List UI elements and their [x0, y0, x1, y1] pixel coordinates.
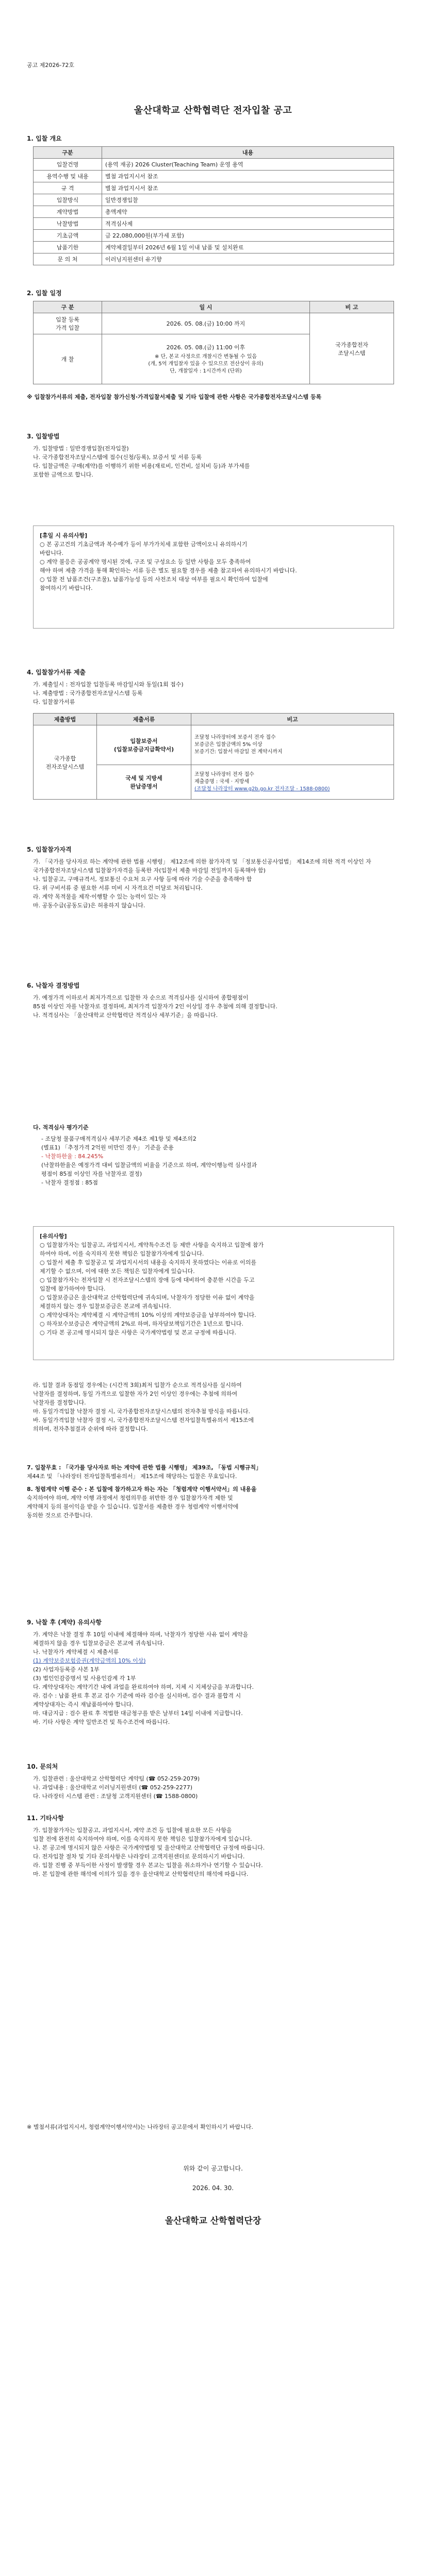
body-line: 다. 위 구비서류 중 필요한 서류 미비 시 자격요건 미달로 처리됩니다. — [33, 885, 203, 891]
row-label: 입찰방식 — [34, 194, 102, 206]
body-line: 다. 계약상대자는 계약기간 내에 과업을 완료하여야 하며, 지체 시 지체상금을 부과합니다. — [33, 1684, 254, 1690]
box-line: 해야 하며 제출 가격을 통해 확인하는 서류 등은 별도 필요할 경우를 제출 참고하여 유의하시기 바랍니다. — [40, 567, 297, 574]
lower-limit-rate: - 낙찰하한율 : 84.245% — [41, 1153, 104, 1160]
row-date-cell — [102, 334, 310, 384]
table-row — [34, 194, 394, 206]
body-line: 가. 입찰관련 : 울산대학교 산학협력단 계약팀 (☎ 052-259-2079) — [33, 1775, 200, 1782]
section-2-title: 2. 입찰 일정 — [27, 290, 62, 297]
table-row — [34, 230, 394, 242]
box-line: 바랍니다. — [40, 550, 64, 556]
body-line: (별표1) 「추정가격 2억원 미만인 경우」 기준을 준용 — [41, 1144, 174, 1151]
table-row — [34, 725, 394, 765]
body-line: 나. 과업내용 : 울산대학교 이러닝지원센터 (☎ 052-259-2277) — [33, 1784, 193, 1791]
body-line: 가. 「국가를 당사자로 하는 계약에 관한 법률 시행령」 제12조에 의한 참가자격 및 「정보통신공사업법」 제14조에 의한 적격 이상인 자 — [33, 858, 371, 865]
table-row — [34, 159, 394, 171]
overview-table — [33, 146, 394, 265]
row-note-cell — [191, 765, 394, 800]
body-line: 나. 적격심사는 「울산대학교 산학협력단 적격심사 세부기준」을 따릅니다. — [33, 1012, 218, 1019]
body-line: 낙찰자를 결정합니다. — [33, 1399, 86, 1406]
row-label: 계약방법 — [34, 206, 102, 218]
row-value: 계약체결일부터 2026년 6월 1일 이내 납품 및 설치완료 — [102, 242, 394, 253]
table-row — [34, 242, 394, 253]
schedule-head-note: 비 고 — [310, 301, 394, 313]
section-4-title: 4. 입찰참가서류 제출 — [27, 669, 86, 676]
section-6-body — [33, 993, 389, 1020]
body-line: 8. 청렴계약 이행 준수 : 본 입찰에 참가하고자 하는 자는 「청렴계약 이행서약서」의 내용을 — [27, 1486, 257, 1493]
docs-head-docs: 제출서류 — [97, 714, 191, 725]
box-line: ○ 계약상대자는 계약체결 시 계약금액의 10% 이상의 계약보증금을 납부하여야 합니다. — [40, 1312, 256, 1318]
row-value: (용역 재공) 2026 Cluster(Teaching Team) 운영 용역 — [102, 159, 394, 171]
schedule-head-type: 구 분 — [34, 301, 102, 313]
body-line: 나. 낙찰자가 계약체결 시 제출서류 — [33, 1649, 119, 1655]
docs-head-method: 제출방법 — [34, 714, 97, 725]
row-value: 이러닝지원센터 유기향 — [102, 253, 394, 265]
table-row — [34, 313, 394, 334]
body-line: 다. 입찰참가서류 — [33, 699, 75, 705]
box-line: ○ 입찰 전 납품조건(구조물), 납품가능성 등의 사전조치 대상 여부를 필요시 확인하여 입찰에 — [40, 576, 268, 583]
box-line: 참여하시기 바랍니다. — [40, 585, 93, 591]
row-label: 용역수행 및 내용 — [34, 171, 102, 182]
body-line: 마. 대금지급 : 검수 완료 후 적법한 대금청구를 받은 날부터 14일 이내에 지급합니다. — [33, 1710, 243, 1717]
box-line: ○ 입찰서 제출 후 입찰공고 및 과업지시서의 내용을 숙지하지 못하였다는 이유로 이의를 — [40, 1259, 256, 1266]
row-value: 별첨 과업지시서 참조 — [102, 171, 394, 182]
criteria-title: 다. 적격심사 평가기준 — [33, 1124, 89, 1131]
closing-date: 2026. 04. 30. — [192, 2184, 234, 2192]
table-row — [34, 218, 394, 230]
row-value: 일반경쟁입찰 — [102, 194, 394, 206]
body-line: 마. 공동수급(공동도급)은 허용하지 않습니다. — [33, 902, 145, 909]
body-line: 평점이 85점 이상인 자를 낙찰자로 결정) — [41, 1171, 142, 1177]
section-1-title: 1. 입찰 개요 — [27, 135, 62, 142]
body-line: 바. 기타 사항은 계약 일반조건 및 특수조건에 따릅니다. — [33, 1719, 170, 1725]
table-row — [34, 171, 394, 182]
body-line: 라. 계약 목적물을 제작·이행할 수 있는 능력이 있는 자 — [33, 893, 167, 900]
section-5-body — [33, 857, 389, 910]
body-line: 다. 나라장터 시스템 관련 : 조달청 고객지원센터 (☎ 1588-0800) — [33, 1793, 198, 1800]
section-9-title: 9. 낙찰 후 (계약) 유의사항 — [27, 1619, 102, 1626]
box-line: ○ 입찰참가자는 전자입찰 시 전자조달시스템의 장애 등에 대비하여 충분한 시간을 두고 — [40, 1277, 255, 1283]
row-doc: 입찰보증서 (입찰보증금지급확약서) — [97, 725, 191, 765]
box-line: ○ 계약 불응은 공공계약 명시된 것에, 구조 및 구성요소 등 일반 사항을 모두 충족하여 — [40, 558, 251, 565]
notes-box — [33, 1226, 394, 1360]
box-title: [휴일 시 유의사항] — [40, 532, 88, 539]
box-line: ○ 하자보수보증금은 계약금액의 2%로 하며, 하자담보책임기간은 1년으로 합니다. — [40, 1320, 243, 1327]
row-note: 조달청 나라장터에 보증서 전자 접수 보증금은 입찰금액의 5% 이상 보증기간: 입찰서 마감일 전 계약시까지 — [191, 725, 394, 765]
body-line: 나. 국가종합전자조달시스템에 접수(신청/등록), 보증서 및 서류 등록 — [33, 454, 202, 461]
body-line: 마. 본 입찰에 관한 해석에 이의가 있을 경우 울산대학교 산학협력단의 해석에 따릅니다. — [33, 1871, 249, 1877]
page-title: 울산대학교 산학협력단 전자입찰 공고 — [134, 105, 292, 116]
row-label: 기초금액 — [34, 230, 102, 242]
body-line: 가. 예정가격 이하로서 최저가격으로 입찰한 자 순으로 적격심사를 실시하여 종합평점이 — [33, 994, 249, 1001]
overview-head-label: 구분 — [34, 147, 102, 159]
section-10-body — [33, 1774, 389, 1801]
row-value: 적격심사제 — [102, 218, 394, 230]
body-line: 라. 검수 : 납품 완료 후 본교 검수 기준에 따라 검수를 실시하며, 검수 결과 불합격 시 — [33, 1692, 241, 1699]
body-line: 바. 동일가격입찰 낙찰자 결정 시, 국가종합전자조달시스템 전자입찰특별유의서 제15조에 — [33, 1417, 254, 1423]
notice-number: 공고 제2026-72호 — [27, 62, 74, 69]
box-title: [유의사항] — [40, 1233, 67, 1240]
table-row — [34, 206, 394, 218]
closing-statement: 위와 같이 공고합니다. — [183, 2165, 243, 2172]
section-11-title: 11. 기타사항 — [27, 1815, 64, 1822]
tiebreak-body — [33, 1381, 389, 1433]
overview-head-content: 내용 — [102, 147, 394, 159]
body-line: 85점 이상인 자를 낙찰자로 결정하며, 최저가격 입찰자가 2인 이상일 경우 추첨에 의해 결정합니다. — [33, 1003, 277, 1010]
section-9-body — [33, 1630, 389, 1726]
caution-box — [33, 526, 394, 629]
body-line: - 낙찰자 결정점 : 85점 — [41, 1179, 99, 1186]
body-line: (1) 계약보증보험증권(계약금액의 10% 이상) — [33, 1657, 146, 1664]
docs-head-note: 비고 — [191, 714, 394, 725]
body-line: 다. 입찰금액은 구매(계약)를 이행하기 위한 비용(재료비, 인건비, 설치비 등)과 부가세를 — [33, 463, 250, 469]
row-label: 낙찰방법 — [34, 218, 102, 230]
body-line: 계약해지 등의 불이익을 받을 수 있습니다. 입찰서를 제출한 경우 청렴계약 이행서약에 — [27, 1503, 239, 1510]
row-doc: 국세 및 지방세 완납증명서 — [97, 765, 191, 800]
section-3-body — [33, 444, 389, 479]
row-value: 총액계약 — [102, 206, 394, 218]
body-line: 나. 제출방법 : 국가종합전자조달시스템 등록 — [33, 690, 143, 697]
schedule-notice: ※ 입찰참가서류의 제출, 전자입찰 참가신청·가격입찰서제출 및 기타 입찰에 관한 사항은 국가종합전자조달시스템 등록 — [27, 394, 322, 400]
box-line: 하여야 하며, 이를 숙지하지 못한 책임은 입찰참가자에게 있습니다. — [40, 1250, 204, 1257]
body-line: 라. 입찰 진행 중 부득이한 사정이 발생할 경우 본교는 입찰을 취소하거나 연기할 수 있습니다. — [33, 1862, 263, 1869]
box-line: 제기할 수 없으며, 이에 대한 모든 책임은 입찰자에게 있습니다. — [40, 1268, 195, 1275]
body-line: 가. 입찰방법 : 일반경쟁입찰(전자입찰) — [33, 445, 129, 452]
row-date-note: ※ 단, 본교 사정으로 개찰시간 변동될 수 있음 (개, 5억 개입찰자 있을 수 있으므로 전산상이 유의) 단, 개찰일자 : 1시간까지 (단위) — [148, 354, 264, 374]
row-label: 규 격 — [34, 182, 102, 194]
box-line: ○ 본 공고건의 기초금액과 복수예가 등이 부가가치세 포함한 금액이오니 유의하시기 — [40, 541, 248, 548]
body-line: 의하며, 전자추첨결과 순위에 따라 결정합니다. — [33, 1426, 148, 1432]
invalid-integrity-body — [27, 1463, 393, 1520]
body-line: 다. 전자입찰 절차 및 기타 문의사항은 나라장터 고객지원센터로 문의하시기 바랍니다. — [33, 1853, 245, 1860]
body-line: (낙찰하한율은 예정가격 대비 입찰금액의 비율을 기준으로 하며, 계약이행능력 심사결과 — [41, 1162, 257, 1168]
body-line: 가. 제출일시 : 전자입찰 입찰등록 마감일시와 동일(1회 접수) — [33, 681, 184, 688]
body-line: 7. 입찰무효 : 「국가를 당사자로 하는 계약에 관한 법률 시행령」 제39조, 「동법 시행규칙」 — [27, 1464, 262, 1471]
schedule-table — [33, 301, 394, 384]
section-11-body — [33, 1826, 389, 1878]
body-line: 나. 본 공고에 명시되지 않은 사항은 국가계약법령 및 울산대학교 산학협력단 규정에 따릅니다. — [33, 1844, 265, 1851]
section-4-body — [33, 680, 389, 706]
body-line: 라. 입찰 결과 동점일 경우에는 (시간적 3회)최저 입찰가 순으로 적격심사를 실시하여 — [33, 1382, 242, 1388]
body-line: (3) 법인인감증명서 및 사용인감계 각 1부 — [33, 1675, 136, 1682]
body-line: 동의한 것으로 간주합니다. — [27, 1512, 93, 1519]
row-method: 국가종합 전자조달시스템 — [34, 725, 97, 800]
documents-table — [33, 713, 394, 800]
body-line: 포함한 금액으로 합니다. — [33, 471, 93, 478]
body-line: 계약상대자는 즉시 재납품하여야 합니다. — [33, 1701, 134, 1708]
body-line: 숙지하여야 하며, 계약 이행 과정에서 청렴의무를 위반한 경우 입찰참가자격 제한 및 — [27, 1495, 233, 1501]
box-line: ○ 기타 본 공고에 명시되지 않은 사항은 국가계약법령 및 본교 규정에 따릅니다. — [40, 1329, 236, 1336]
row-remark: 국가종합전자 조달시스템 — [310, 313, 394, 384]
table-row — [34, 182, 394, 194]
box-line: ○ 입찰참가자는 입찰공고, 과업지시서, 계약특수조건 등 제반 사항을 숙지하고 입찰에 참가 — [40, 1242, 264, 1248]
body-line: 가. 입찰참가자는 입찰공고, 과업지시서, 계약 조건 등 입찰에 필요한 모든 사항을 — [33, 1827, 232, 1834]
body-line: 국가종합전자조달시스템 입찰참가자격을 등록한 자(입찰서 제출 마감일 전일까지 등록해야 함) — [33, 867, 266, 874]
row-date: 2026. 05. 08.(금) 11:00 이후 — [166, 344, 245, 351]
section-6-title: 6. 낙찰자 결정방법 — [27, 982, 80, 989]
table-row — [34, 253, 394, 265]
body-line: (2) 사업자등록증 사본 1부 — [33, 1666, 100, 1673]
box-line: 체결하지 않는 경우 입찰보증금은 본교에 귀속됩니다. — [40, 1303, 171, 1310]
row-date: 2026. 05. 08.(금) 10:00 까지 — [102, 313, 310, 334]
section-10-title: 10. 문의처 — [27, 1763, 58, 1770]
body-line: 마. 동일가격입찰 낙찰자 결정 시, 국가종합전자조달시스템의 전자추첨 방식을 따릅니다. — [33, 1408, 250, 1415]
row-label: 문 의 처 — [34, 253, 102, 265]
body-line: 낙찰자를 결정하며, 동일 가격으로 입찰한 자가 2인 이상인 경우에는 추첨에 의하여 — [33, 1391, 238, 1397]
row-note: 조달청 나라장터 전자 접수 제출증명 : 국세 · 지방세 — [194, 772, 254, 785]
box-line: ○ 입찰보증금은 울산대학교 산학협력단에 귀속되며, 낙찰자가 정당한 이유 없이 계약을 — [40, 1294, 255, 1301]
body-line: - 조달청 물품구매적격심사 세부기준 제4조 제1항 및 제4조의2 — [41, 1136, 196, 1142]
row-label: 입찰 등록 가격 입찰 — [34, 313, 102, 334]
row-label: 납품기한 — [34, 242, 102, 253]
row-value: 금 22,080,000원(부가세 포함) — [102, 230, 394, 242]
row-label: 입찰건명 — [34, 159, 102, 171]
issuer-name: 울산대학교 산학협력단장 — [165, 2216, 261, 2226]
row-label: 개 찰 — [34, 334, 102, 384]
body-line: 입찰 전에 완전히 숙지하여야 하며, 이를 숙지하지 못한 책임은 입찰참가자에게 있습니다. — [33, 1836, 252, 1842]
row-value: 별첨 과업지시서 참조 — [102, 182, 394, 194]
section-5-title: 5. 입찰참가자격 — [27, 846, 72, 853]
body-line: 가. 계약은 낙찰 결정 후 10일 이내에 체결해야 하며, 낙찰자가 정당한 사유 없이 계약을 — [33, 1631, 249, 1638]
body-line: 나. 입찰공고, 구매규격서, 정보통신 수요처 요구 사항 등에 따라 기술 수준을 충족해야 함 — [33, 876, 252, 883]
body-line: 제44조 및 「나라장터 전자입찰특별유의서」 제15조에 해당하는 입찰은 무효입니다. — [27, 1473, 237, 1480]
section-3-title: 3. 입찰방법 — [27, 433, 60, 440]
box-line: 입찰에 참가하여야 합니다. — [40, 1285, 106, 1292]
schedule-head-date: 일 시 — [102, 301, 310, 313]
body-line: 체결하지 않을 경우 입찰보증금은 본교에 귀속됩니다. — [33, 1640, 165, 1647]
attachment-footnote: ※ 별첨서류(과업지시서, 청렴계약이행서약서)는 나라장터 공고문에서 확인하시기 바랍니다. — [27, 2124, 253, 2130]
criteria-body — [41, 1134, 397, 1187]
g2b-link[interactable]: (조달청 나라장터 www.g2b.go.kr 전자조달 - 1588-0800) — [194, 786, 330, 792]
